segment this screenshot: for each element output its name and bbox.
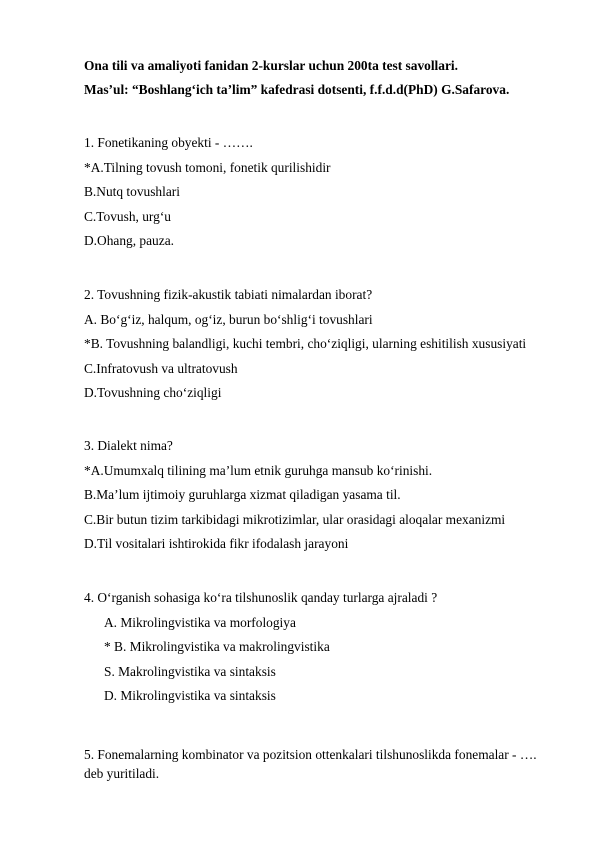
answer-option: D.Ohang, pauza. xyxy=(84,233,174,248)
answer-option: C.Bir butun tizim tarkibidagi mikrotizimlar, ular orasidagi aloqalar mexanizmi xyxy=(84,511,506,527)
answer-option: D. Mikrolingvistika va sintaksis xyxy=(104,688,276,703)
answer-option: C.Tovush, urg‘u xyxy=(84,208,171,224)
answer-option: D.Tovushning cho‘ziqligi xyxy=(84,385,222,400)
document-title: Ona tili va amaliyoti fanidan 2-kurslar uchun 200ta test savollari. xyxy=(84,58,458,73)
answer-option: D.Til vositalari ishtirokida fikr ifodalash jarayoni xyxy=(84,536,349,551)
question-5 xyxy=(84,745,564,783)
question-3 xyxy=(84,434,564,557)
question-text: 3. Dialekt nima? xyxy=(84,438,173,453)
question-4 xyxy=(84,586,564,709)
answer-option: *A.Tilning tovush tomoni, fonetik qurilishidir xyxy=(84,159,331,175)
question-text: 5. Fonemalarning kombinator va pozitsion ottenkalari tilshunoslikda fonemalar - …. deb yuritiladi. xyxy=(84,747,537,781)
answer-option: *A.Umumxalq tilining ma’lum etnik guruhga mansub ko‘rinishi. xyxy=(84,462,433,478)
answer-option: A. Bo‘g‘iz, halqum, og‘iz, burun bo‘shlig‘i tovushlari xyxy=(84,311,373,327)
answer-option: C.Infratovush va ultratovush xyxy=(84,360,238,376)
answer-option: * B. Mikrolingvistika va makrolingvistika xyxy=(104,639,330,654)
answer-option: *B. Tovushning balandligi, kuchi tembri, cho‘ziqligi, ularning eshitilish xususiyati xyxy=(84,336,527,351)
answer-option: S. Makrolingvistika va sintaksis xyxy=(104,663,276,679)
question-text: 4. O‘rganish sohasiga ko‘ra tilshunoslik qanday turlarga ajraladi ? xyxy=(84,590,438,605)
question-text: 1. Fonetikaning obyekti - ……. xyxy=(84,135,253,150)
question-text: 2. Tovushning fizik-akustik tabiati nimalardan iborat? xyxy=(84,287,373,302)
answer-option: B.Nutq tovushlari xyxy=(84,184,180,199)
document-subtitle: Mas’ul: “Boshlang‘ich ta’lim” kafedrasi dotsenti, f.f.d.d(PhD) G.Safarova. xyxy=(84,82,510,97)
answer-option: A. Mikrolingvistika va morfologiya xyxy=(104,614,296,630)
question-1 xyxy=(84,131,564,254)
question-2 xyxy=(84,283,564,406)
answer-option: B.Ma’lum ijtimoiy guruhlarga xizmat qiladigan yasama til. xyxy=(84,487,401,502)
